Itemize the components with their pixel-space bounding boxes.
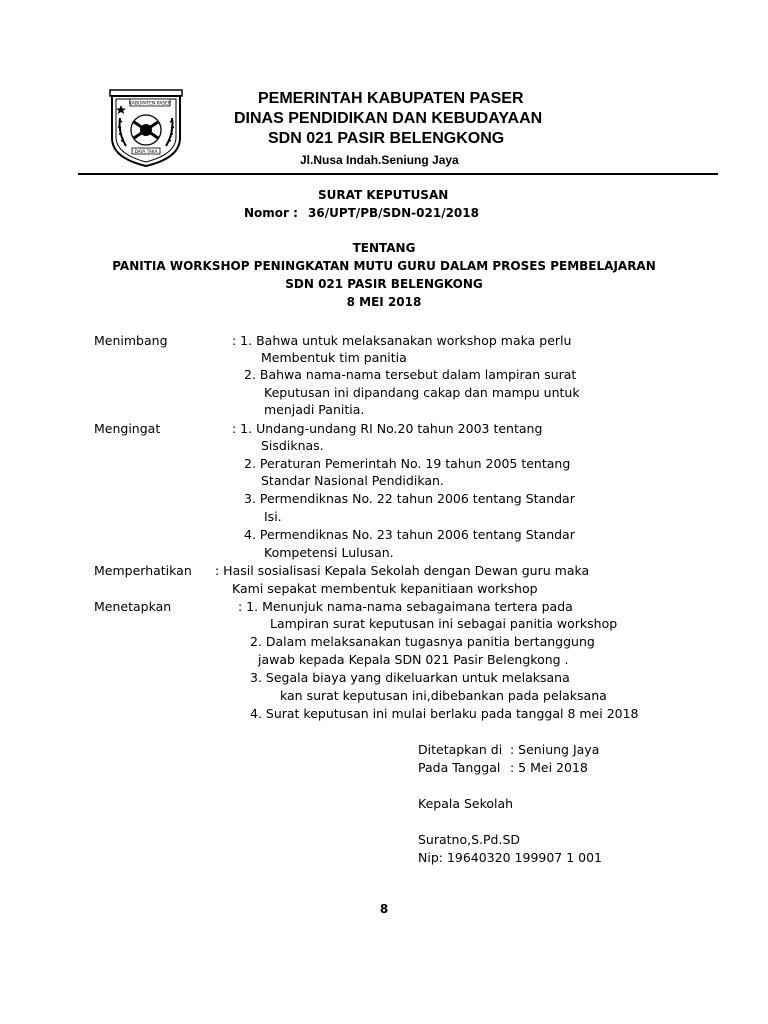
mengingat-line: 4. Permendiknas No. 23 tahun 2006 tentang Standar (244, 527, 575, 542)
menetapkan-line: 4. Surat keputusan ini mulai berlaku pada tanggal 8 mei 2018 (250, 706, 639, 721)
menimbang-line: menjadi Panitia. (264, 402, 365, 417)
document-title: SURAT KEPUTUSAN (318, 188, 449, 202)
page-number: 8 (379, 902, 389, 916)
letterhead-address: Jl.Nusa Indah.Seniung Jaya (300, 153, 459, 167)
signature-name: Suratno,S.Pd.SD (418, 832, 521, 847)
letterhead-divider (78, 173, 718, 175)
signature-date-value: : 5 Mei 2018 (510, 760, 588, 775)
menimbang-line: Membentuk tim panitia (261, 350, 407, 365)
subject-line-2: SDN 021 PASIR BELENGKONG (285, 277, 483, 291)
menetapkan-line: 2. Dalam melaksanakan tugasnya panitia bertanggung (250, 634, 595, 649)
signature-date-label: Pada Tanggal (418, 760, 501, 775)
section-label-menimbang: Menimbang (94, 333, 168, 348)
subject-line-3: 8 MEI 2018 (346, 295, 422, 309)
svg-text:KABUPATEN PASER: KABUPATEN PASER (128, 101, 172, 107)
menetapkan-line: kan surat keputusan ini,dibebankan pada pelaksana (280, 688, 607, 703)
mengingat-line: Sisdiknas. (261, 438, 324, 453)
letterhead-school: SDN 021 PASIR BELENGKONG (268, 130, 505, 147)
mengingat-line: 3. Permendiknas No. 22 tahun 2006 tentang Standar (244, 491, 575, 506)
svg-text:DAYA TAKA: DAYA TAKA (134, 149, 158, 154)
section-label-menetapkan: Menetapkan (94, 599, 172, 614)
regency-emblem-logo (106, 88, 186, 168)
menimbang-line: : 1. Bahwa untuk melaksanakan workshop maka perlu (232, 333, 572, 348)
signature-place-value: : Seniung Jaya (510, 742, 600, 757)
section-label-memperhatikan: Memperhatikan (94, 563, 192, 578)
signature-nip: Nip: 19640320 199907 1 001 (418, 850, 603, 865)
mengingat-line: Isi. (264, 509, 282, 524)
menetapkan-line: 3. Segala biaya yang dikeluarkan untuk melaksana (250, 670, 570, 685)
letterhead-government: PEMERINTAH KABUPATEN PASER (258, 90, 524, 107)
menimbang-line: 2. Bahwa nama-nama tersebut dalam lampiran surat (244, 367, 577, 382)
mengingat-line: : 1. Undang-undang RI No.20 tahun 2003 tentang (232, 421, 543, 436)
document-number-value: 36/UPT/PB/SDN-021/2018 (308, 206, 479, 220)
subject-heading: TENTANG (352, 241, 416, 255)
letterhead-department: DINAS PENDIDIKAN DAN KEBUDAYAAN (234, 110, 543, 127)
menetapkan-line: Lampiran surat keputusan ini sebagai panitia workshop (270, 616, 618, 631)
memperhatikan-line: : Hasil sosialisasi Kepala Sekolah dengan Dewan guru maka (215, 563, 590, 578)
menetapkan-line: : 1. Menunjuk nama-nama sebagaimana tertera pada (238, 599, 573, 614)
mengingat-line: Standar Nasional Pendidikan. (261, 473, 444, 488)
signature-place-label: Ditetapkan di (418, 742, 503, 757)
menimbang-line: Keputusan ini dipandang cakap dan mampu untuk (264, 385, 580, 400)
subject-line-1: PANITIA WORKSHOP PENINGKATAN MUTU GURU DALAM PROSES PEMBELAJARAN (112, 259, 656, 273)
mengingat-line: 2. Peraturan Pemerintah No. 19 tahun 2005 tentang (244, 456, 571, 471)
section-label-mengingat: Mengingat (94, 421, 161, 436)
document-number-label: Nomor : (244, 206, 298, 220)
menetapkan-line: jawab kepada Kepala SDN 021 Pasir Belengkong . (258, 652, 569, 667)
mengingat-line: Kompetensi Lulusan. (264, 545, 394, 560)
memperhatikan-line: Kami sepakat membentuk kepanitiaan workshop (232, 581, 538, 596)
signature-position: Kepala Sekolah (418, 796, 514, 811)
